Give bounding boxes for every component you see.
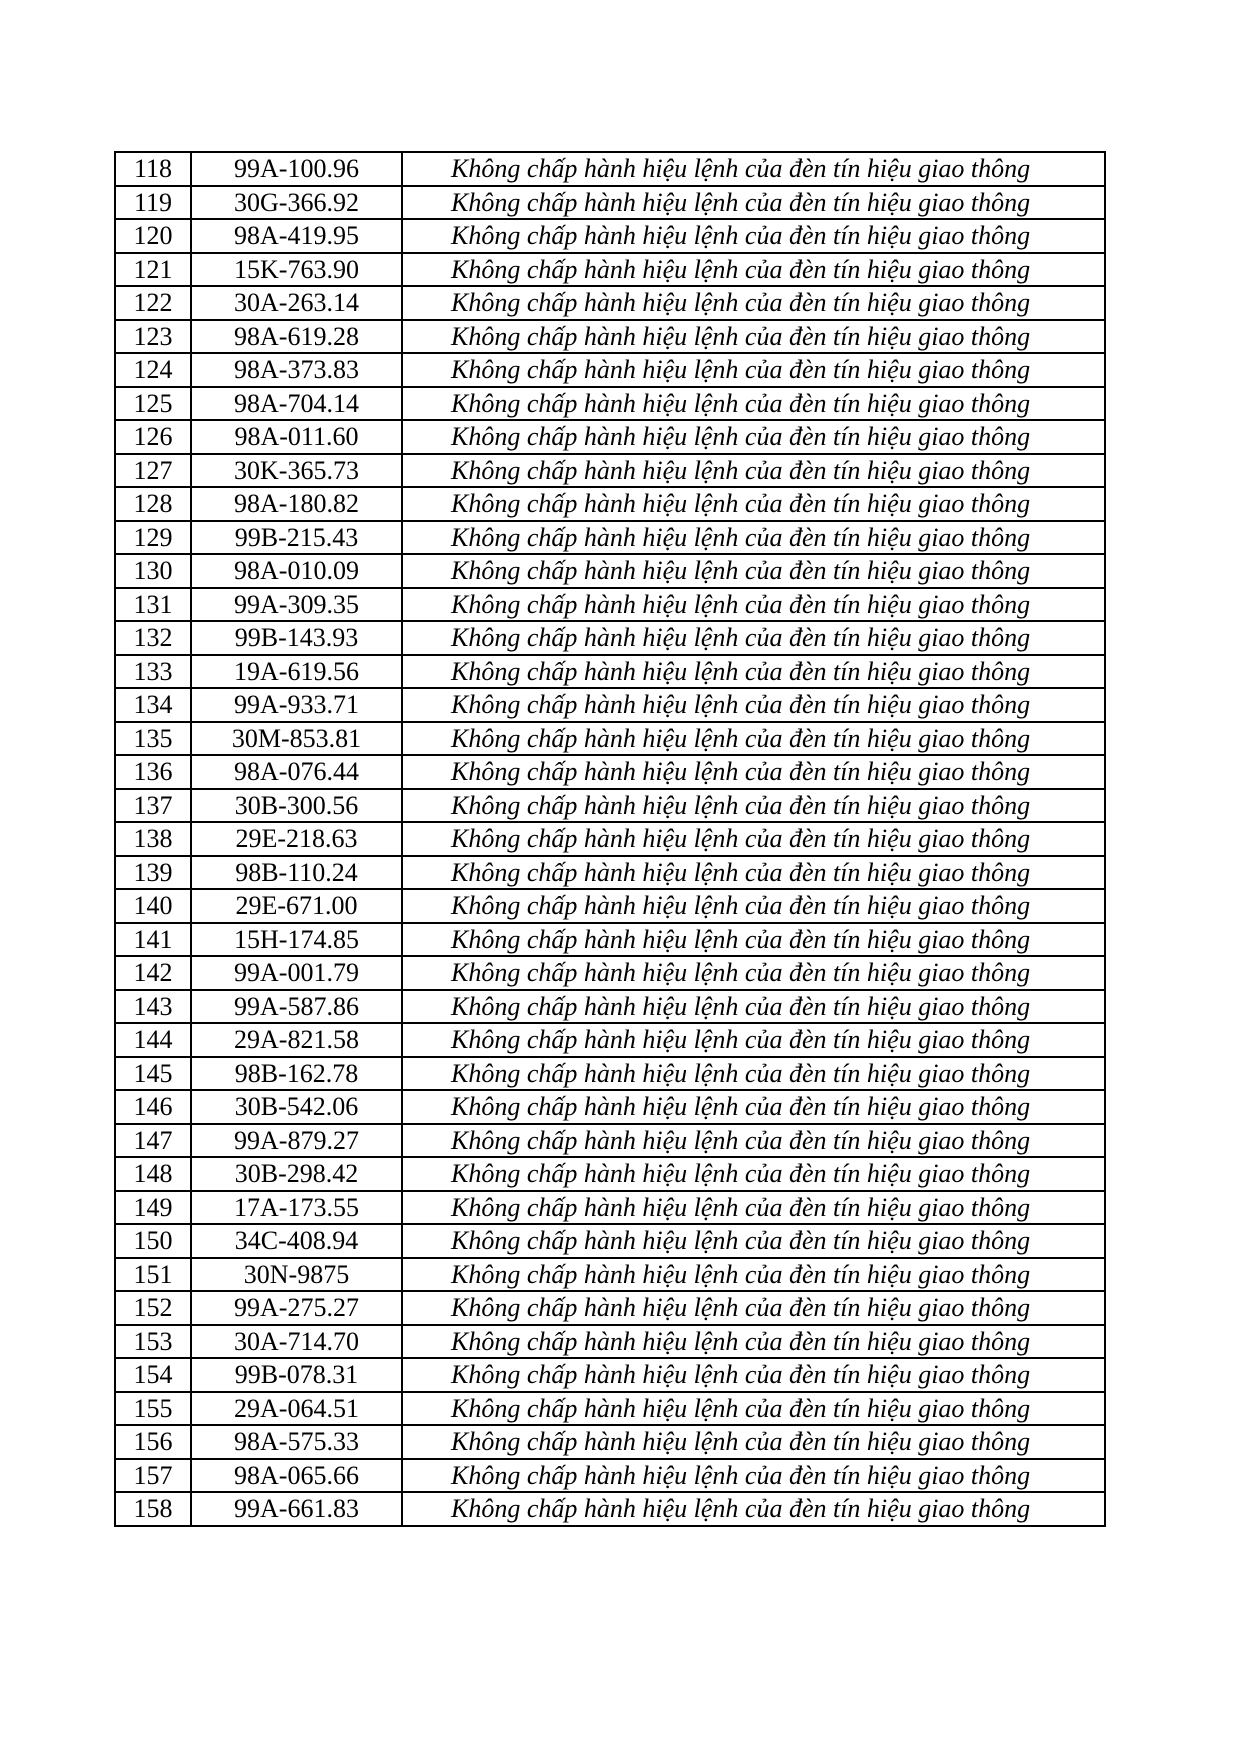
row-number-cell: 143 [115,990,191,1024]
table-row [115,1224,1105,1258]
row-number-cell: 124 [115,353,191,387]
row-number-cell: 139 [115,856,191,890]
table-row [115,320,1105,354]
table-row [115,923,1105,957]
violation-cell: Không chấp hành hiệu lệnh của đèn tín hiệu giao thông [402,320,1105,354]
table-row [115,1258,1105,1292]
license-plate-cell: 98A-373.83 [191,353,402,387]
table-row [115,1492,1105,1526]
row-number-cell: 147 [115,1124,191,1158]
license-plate-cell: 29E-671.00 [191,889,402,923]
license-plate-cell: 98A-076.44 [191,755,402,789]
table-row [115,621,1105,655]
row-number-cell: 129 [115,521,191,555]
table-row [115,420,1105,454]
violation-cell: Không chấp hành hiệu lệnh của đèn tín hiệu giao thông [402,219,1105,253]
violation-cell: Không chấp hành hiệu lệnh của đèn tín hiệu giao thông [402,1157,1105,1191]
violation-cell: Không chấp hành hiệu lệnh của đèn tín hiệu giao thông [402,1425,1105,1459]
row-number-cell: 138 [115,822,191,856]
violations-table-body [115,152,1105,1526]
table-row [115,219,1105,253]
license-plate-cell: 98A-065.66 [191,1459,402,1493]
license-plate-cell: 99A-001.79 [191,956,402,990]
row-number-cell: 142 [115,956,191,990]
table-row [115,722,1105,756]
row-number-cell: 126 [115,420,191,454]
violation-cell: Không chấp hành hiệu lệnh của đèn tín hiệu giao thông [402,1459,1105,1493]
row-number-cell: 145 [115,1057,191,1091]
table-row [115,789,1105,823]
license-plate-cell: 15K-763.90 [191,253,402,287]
table-row [115,822,1105,856]
violation-cell: Không chấp hành hiệu lệnh của đèn tín hiệu giao thông [402,1358,1105,1392]
license-plate-cell: 99A-309.35 [191,588,402,622]
violation-cell: Không chấp hành hiệu lệnh của đèn tín hiệu giao thông [402,253,1105,287]
license-plate-cell: 17A-173.55 [191,1191,402,1225]
row-number-cell: 154 [115,1358,191,1392]
license-plate-cell: 30A-263.14 [191,286,402,320]
violation-cell: Không chấp hành hiệu lệnh của đèn tín hiệu giao thông [402,521,1105,555]
table-row [115,152,1105,186]
license-plate-cell: 99B-143.93 [191,621,402,655]
row-number-cell: 153 [115,1325,191,1359]
row-number-cell: 118 [115,152,191,186]
violation-cell: Không chấp hành hiệu lệnh của đèn tín hiệu giao thông [402,655,1105,689]
table-row [115,1124,1105,1158]
row-number-cell: 150 [115,1224,191,1258]
table-row [115,521,1105,555]
violation-cell: Không chấp hành hiệu lệnh của đèn tín hiệu giao thông [402,420,1105,454]
row-number-cell: 157 [115,1459,191,1493]
violation-cell: Không chấp hành hiệu lệnh của đèn tín hiệu giao thông [402,1224,1105,1258]
row-number-cell: 130 [115,554,191,588]
violation-cell: Không chấp hành hiệu lệnh của đèn tín hiệu giao thông [402,487,1105,521]
table-row [115,487,1105,521]
table-row [115,1057,1105,1091]
table-row [115,1459,1105,1493]
violation-cell: Không chấp hành hiệu lệnh của đèn tín hiệu giao thông [402,856,1105,890]
row-number-cell: 125 [115,387,191,421]
license-plate-cell: 29A-821.58 [191,1023,402,1057]
license-plate-cell: 30B-298.42 [191,1157,402,1191]
table-row [115,1392,1105,1426]
violation-cell: Không chấp hành hiệu lệnh của đèn tín hiệu giao thông [402,1023,1105,1057]
table-row [115,186,1105,220]
license-plate-cell: 30N-9875 [191,1258,402,1292]
violation-cell: Không chấp hành hiệu lệnh của đèn tín hiệu giao thông [402,889,1105,923]
license-plate-cell: 99B-215.43 [191,521,402,555]
row-number-cell: 135 [115,722,191,756]
license-plate-cell: 99A-100.96 [191,152,402,186]
violation-cell: Không chấp hành hiệu lệnh của đèn tín hiệu giao thông [402,1057,1105,1091]
license-plate-cell: 15H-174.85 [191,923,402,957]
violation-cell: Không chấp hành hiệu lệnh của đèn tín hiệu giao thông [402,1191,1105,1225]
table-row [115,1090,1105,1124]
row-number-cell: 131 [115,588,191,622]
license-plate-cell: 19A-619.56 [191,655,402,689]
license-plate-cell: 30M-853.81 [191,722,402,756]
license-plate-cell: 29A-064.51 [191,1392,402,1426]
violation-cell: Không chấp hành hiệu lệnh của đèn tín hiệu giao thông [402,454,1105,488]
license-plate-cell: 30B-300.56 [191,789,402,823]
table-row [115,387,1105,421]
license-plate-cell: 30G-366.92 [191,186,402,220]
row-number-cell: 156 [115,1425,191,1459]
row-number-cell: 133 [115,655,191,689]
row-number-cell: 140 [115,889,191,923]
violation-cell: Không chấp hành hiệu lệnh của đèn tín hiệu giao thông [402,923,1105,957]
row-number-cell: 158 [115,1492,191,1526]
table-row [115,856,1105,890]
violation-cell: Không chấp hành hiệu lệnh của đèn tín hiệu giao thông [402,554,1105,588]
table-row [115,1358,1105,1392]
row-number-cell: 127 [115,454,191,488]
table-row [115,956,1105,990]
row-number-cell: 149 [115,1191,191,1225]
row-number-cell: 134 [115,688,191,722]
license-plate-cell: 99A-661.83 [191,1492,402,1526]
violation-cell: Không chấp hành hiệu lệnh của đèn tín hiệu giao thông [402,1392,1105,1426]
license-plate-cell: 98A-011.60 [191,420,402,454]
table-row [115,1325,1105,1359]
violation-cell: Không chấp hành hiệu lệnh của đèn tín hiệu giao thông [402,1124,1105,1158]
table-row [115,1425,1105,1459]
license-plate-cell: 98B-162.78 [191,1057,402,1091]
table-row [115,688,1105,722]
violation-cell: Không chấp hành hiệu lệnh của đèn tín hiệu giao thông [402,822,1105,856]
license-plate-cell: 29E-218.63 [191,822,402,856]
table-row [115,454,1105,488]
violation-cell: Không chấp hành hiệu lệnh của đèn tín hiệu giao thông [402,152,1105,186]
license-plate-cell: 99A-587.86 [191,990,402,1024]
license-plate-cell: 98A-619.28 [191,320,402,354]
violation-cell: Không chấp hành hiệu lệnh của đèn tín hiệu giao thông [402,186,1105,220]
table-row [115,755,1105,789]
license-plate-cell: 98A-180.82 [191,487,402,521]
row-number-cell: 151 [115,1258,191,1292]
table-row [115,655,1105,689]
row-number-cell: 144 [115,1023,191,1057]
license-plate-cell: 98A-419.95 [191,219,402,253]
table-row [115,889,1105,923]
violation-cell: Không chấp hành hiệu lệnh của đèn tín hiệu giao thông [402,621,1105,655]
violation-cell: Không chấp hành hiệu lệnh của đèn tín hiệu giao thông [402,722,1105,756]
license-plate-cell: 98A-575.33 [191,1425,402,1459]
license-plate-cell: 98A-704.14 [191,387,402,421]
table-row [115,554,1105,588]
row-number-cell: 122 [115,286,191,320]
table-row [115,1023,1105,1057]
license-plate-cell: 30K-365.73 [191,454,402,488]
row-number-cell: 119 [115,186,191,220]
table-row [115,588,1105,622]
violation-cell: Không chấp hành hiệu lệnh của đèn tín hiệu giao thông [402,1258,1105,1292]
violation-cell: Không chấp hành hiệu lệnh của đèn tín hiệu giao thông [402,588,1105,622]
row-number-cell: 152 [115,1291,191,1325]
row-number-cell: 120 [115,219,191,253]
table-row [115,253,1105,287]
violation-cell: Không chấp hành hiệu lệnh của đèn tín hiệu giao thông [402,1291,1105,1325]
license-plate-cell: 34C-408.94 [191,1224,402,1258]
row-number-cell: 155 [115,1392,191,1426]
row-number-cell: 146 [115,1090,191,1124]
violations-table [114,151,1106,1527]
violation-cell: Không chấp hành hiệu lệnh của đèn tín hiệu giao thông [402,1090,1105,1124]
table-row [115,286,1105,320]
table-row [115,353,1105,387]
table-row [115,1157,1105,1191]
violation-cell: Không chấp hành hiệu lệnh của đèn tín hiệu giao thông [402,286,1105,320]
row-number-cell: 121 [115,253,191,287]
violation-cell: Không chấp hành hiệu lệnh của đèn tín hiệu giao thông [402,387,1105,421]
license-plate-cell: 98B-110.24 [191,856,402,890]
row-number-cell: 132 [115,621,191,655]
license-plate-cell: 99A-275.27 [191,1291,402,1325]
table-row [115,990,1105,1024]
violation-cell: Không chấp hành hiệu lệnh của đèn tín hiệu giao thông [402,353,1105,387]
row-number-cell: 148 [115,1157,191,1191]
violation-cell: Không chấp hành hiệu lệnh của đèn tín hiệu giao thông [402,990,1105,1024]
violation-cell: Không chấp hành hiệu lệnh của đèn tín hiệu giao thông [402,755,1105,789]
row-number-cell: 136 [115,755,191,789]
license-plate-cell: 30B-542.06 [191,1090,402,1124]
license-plate-cell: 98A-010.09 [191,554,402,588]
violation-cell: Không chấp hành hiệu lệnh của đèn tín hiệu giao thông [402,1492,1105,1526]
license-plate-cell: 99B-078.31 [191,1358,402,1392]
license-plate-cell: 99A-933.71 [191,688,402,722]
violation-cell: Không chấp hành hiệu lệnh của đèn tín hiệu giao thông [402,956,1105,990]
violation-cell: Không chấp hành hiệu lệnh của đèn tín hiệu giao thông [402,688,1105,722]
row-number-cell: 141 [115,923,191,957]
license-plate-cell: 99A-879.27 [191,1124,402,1158]
violation-cell: Không chấp hành hiệu lệnh của đèn tín hiệu giao thông [402,789,1105,823]
row-number-cell: 137 [115,789,191,823]
violation-cell: Không chấp hành hiệu lệnh của đèn tín hiệu giao thông [402,1325,1105,1359]
table-row [115,1291,1105,1325]
row-number-cell: 123 [115,320,191,354]
table-row [115,1191,1105,1225]
row-number-cell: 128 [115,487,191,521]
license-plate-cell: 30A-714.70 [191,1325,402,1359]
